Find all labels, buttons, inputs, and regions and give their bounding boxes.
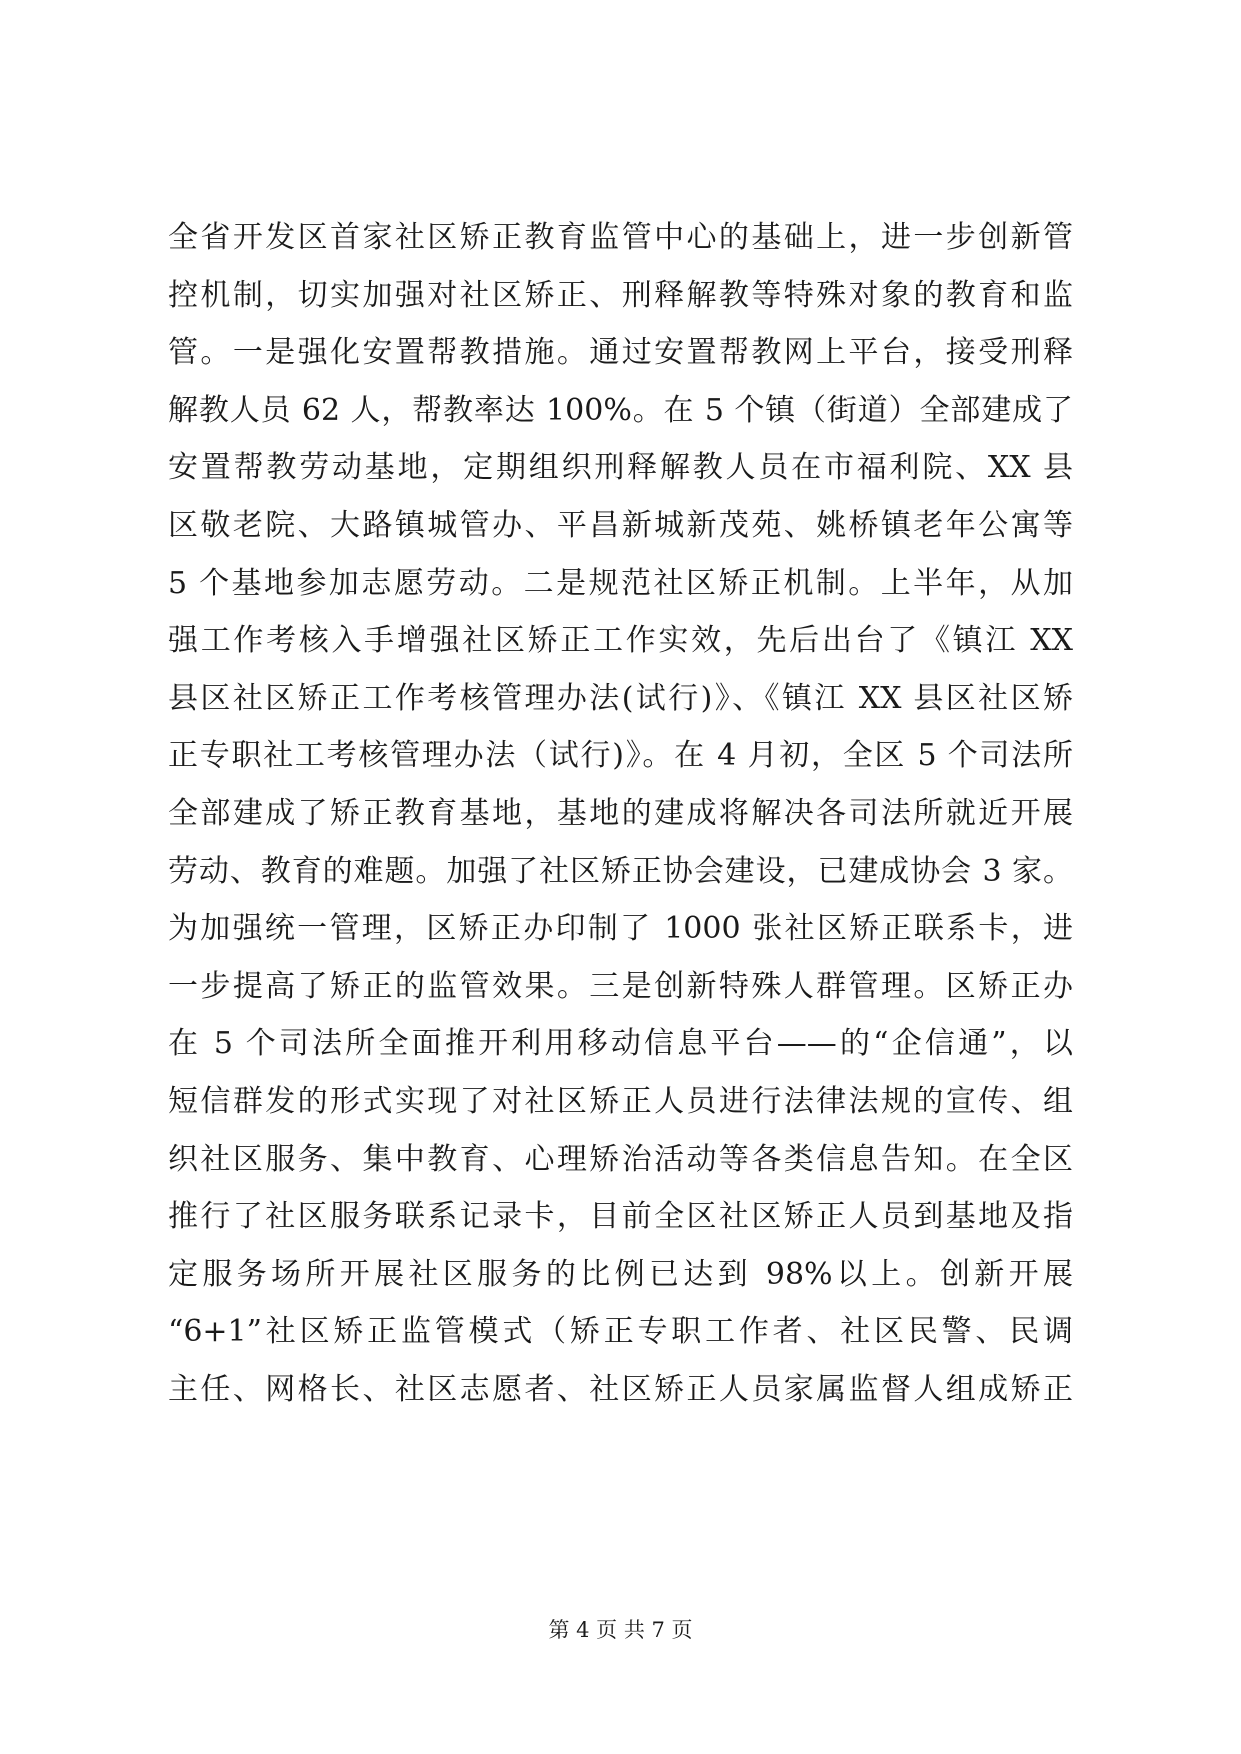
text-line: 推行了社区服务联系记录卡，目前全区社区矫正人员到基地及指 (168, 1199, 1073, 1235)
text-line: 定服务场所开展社区服务的比例已达到 98%以上。创新开展 (168, 1256, 1073, 1292)
text-line: 县区社区矫正工作考核管理办法(试行)》、《镇江 XX 县区社区矫 (168, 680, 1073, 716)
text-line: “6+1”社区矫正监管模式（矫正专职工作者、社区民警、民调 (168, 1314, 1073, 1350)
text-line: 5 个基地参加志愿劳动。二是规范社区矫正机制。上半年，从加 (168, 565, 1073, 601)
text-line: 劳动、教育的难题。加强了社区矫正协会建设，已建成协会 3 家。 (168, 853, 1073, 889)
page-number-footer: 第 4 页 共 7 页 (548, 1618, 693, 1642)
text-line: 正专职社工考核管理办法（试行)》。在 4 月初，全区 5 个司法所 (168, 738, 1073, 774)
text-line: 织社区服务、集中教育、心理矫治活动等各类信息告知。在全区 (168, 1141, 1073, 1177)
body-paragraph (168, 209, 1073, 1418)
text-line: 一步提高了矫正的监管效果。三是创新特殊人群管理。区矫正办 (168, 968, 1073, 1004)
text-line: 在 5 个司法所全面推开利用移动信息平台——的“企信通”，以 (168, 1026, 1073, 1062)
text-line: 全部建成了矫正教育基地，基地的建成将解决各司法所就近开展 (168, 795, 1073, 831)
text-line: 为加强统一管理，区矫正办印制了 1000 张社区矫正联系卡，进 (168, 911, 1073, 947)
text-line: 区敬老院、大路镇城管办、平昌新城新茂苑、姚桥镇老年公寓等 (168, 507, 1073, 543)
text-line: 主任、网格长、社区志愿者、社区矫正人员家属监督人组成矫正 (168, 1371, 1073, 1407)
text-line: 控机制，切实加强对社区矫正、刑释解教等特殊对象的教育和监 (168, 277, 1073, 313)
text-line: 管。一是强化安置帮教措施。通过安置帮教网上平台，接受刑释 (168, 335, 1073, 371)
text-line: 全省开发区首家社区矫正教育监管中心的基础上，进一步创新管 (168, 220, 1073, 255)
text-line: 解教人员 62 人，帮教率达 100%。在 5 个镇（街道）全部建成了 (168, 392, 1073, 428)
text-line: 短信群发的形式实现了对社区矫正人员进行法律法规的宣传、组 (168, 1083, 1073, 1119)
text-line: 安置帮教劳动基地，定期组织刑释解教人员在市福利院、XX 县 (168, 450, 1073, 486)
text-line: 强工作考核入手增强社区矫正工作实效，先后出台了《镇江 XX (168, 623, 1073, 659)
